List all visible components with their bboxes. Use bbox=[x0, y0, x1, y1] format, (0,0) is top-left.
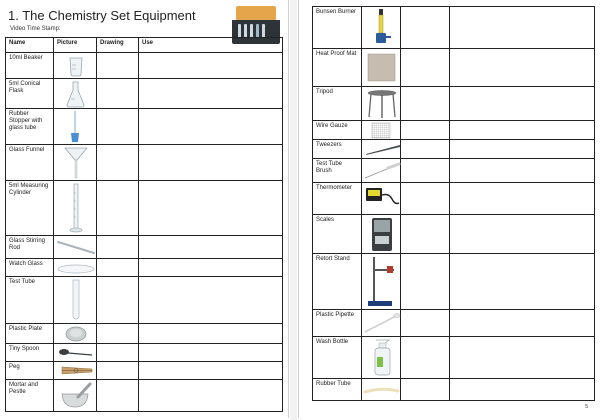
page-title: 1. The Chemistry Set Equipment bbox=[8, 8, 196, 23]
table-row bbox=[6, 236, 283, 259]
equipment-table-right bbox=[312, 6, 595, 401]
thermometer-icon bbox=[362, 183, 401, 215]
drawing-cell[interactable] bbox=[401, 159, 450, 183]
drawing-cell[interactable] bbox=[97, 362, 139, 380]
drawing-cell[interactable] bbox=[97, 79, 139, 109]
drawing-cell[interactable] bbox=[97, 145, 139, 181]
drawing-cell[interactable] bbox=[97, 344, 139, 362]
item-name: 10ml Beaker bbox=[6, 53, 54, 79]
table-row bbox=[6, 362, 283, 380]
header-drawing: Drawing bbox=[97, 38, 139, 53]
drawing-cell[interactable] bbox=[97, 181, 139, 236]
item-name: Heat Proof Mat bbox=[313, 49, 362, 87]
table-header-row bbox=[6, 38, 283, 53]
watch-glass-icon bbox=[54, 259, 97, 277]
drawing-cell[interactable] bbox=[97, 109, 139, 145]
table-row bbox=[6, 259, 283, 277]
drawing-cell[interactable] bbox=[97, 53, 139, 79]
item-name: Wire Gauze bbox=[313, 121, 362, 140]
drawing-cell[interactable] bbox=[97, 277, 139, 324]
equipment-table-left bbox=[5, 37, 283, 412]
test-tube-brush-icon bbox=[362, 159, 401, 183]
item-name: Retort Stand bbox=[313, 254, 362, 310]
item-name: Thermometer bbox=[313, 183, 362, 215]
item-name: Scales bbox=[313, 215, 362, 254]
use-cell[interactable] bbox=[139, 362, 283, 380]
table-row bbox=[313, 7, 595, 49]
retort-stand-icon bbox=[362, 254, 401, 310]
drawing-cell[interactable] bbox=[401, 121, 450, 140]
item-name: 5ml Conical Flask bbox=[6, 79, 54, 109]
table-row bbox=[6, 109, 283, 145]
item-name: Mortar and Pestle bbox=[6, 380, 54, 412]
table-row bbox=[6, 145, 283, 181]
measuring-cylinder-icon bbox=[54, 181, 97, 236]
use-cell[interactable] bbox=[139, 259, 283, 277]
table-row bbox=[313, 140, 595, 159]
use-cell[interactable] bbox=[139, 344, 283, 362]
header-use: Use bbox=[139, 38, 283, 53]
table-row bbox=[6, 181, 283, 236]
conical-flask-icon bbox=[54, 79, 97, 109]
use-cell[interactable] bbox=[139, 277, 283, 324]
use-cell[interactable] bbox=[139, 236, 283, 259]
table-row bbox=[6, 324, 283, 344]
heat-mat-icon bbox=[362, 49, 401, 87]
item-name: Peg bbox=[6, 362, 54, 380]
drawing-cell[interactable] bbox=[401, 310, 450, 337]
left-page bbox=[0, 0, 289, 418]
item-name: Plastic Pipette bbox=[313, 310, 362, 337]
item-name: Wash Bottle bbox=[313, 337, 362, 379]
table-row bbox=[6, 380, 283, 412]
use-cell[interactable] bbox=[450, 254, 595, 310]
wash-bottle-icon bbox=[362, 337, 401, 379]
item-name: Glass Funnel bbox=[6, 145, 54, 181]
use-cell[interactable] bbox=[139, 53, 283, 79]
use-cell[interactable] bbox=[450, 310, 595, 337]
beaker-icon bbox=[54, 53, 97, 79]
item-name: Rubber Stopper with glass tube bbox=[6, 109, 54, 145]
table-row bbox=[313, 183, 595, 215]
drawing-cell[interactable] bbox=[401, 379, 450, 401]
item-name: Tiny Spoon bbox=[6, 344, 54, 362]
item-name: Rubber Tube bbox=[313, 379, 362, 401]
header-picture: Picture bbox=[54, 38, 97, 53]
drawing-cell[interactable] bbox=[401, 7, 450, 49]
table-row bbox=[313, 159, 595, 183]
table-row bbox=[313, 254, 595, 310]
item-name: Bunsen Burner bbox=[313, 7, 362, 49]
drawing-cell[interactable] bbox=[97, 236, 139, 259]
use-cell[interactable] bbox=[139, 380, 283, 412]
table-row bbox=[313, 87, 595, 121]
drawing-cell[interactable] bbox=[97, 380, 139, 412]
plastic-plate-icon bbox=[54, 324, 97, 344]
funnel-icon bbox=[54, 145, 97, 181]
drawing-cell[interactable] bbox=[401, 254, 450, 310]
rubber-tube-icon bbox=[362, 379, 401, 401]
item-name: Test Tube bbox=[6, 277, 54, 324]
use-cell[interactable] bbox=[450, 215, 595, 254]
item-name: Glass Stirring Rod bbox=[6, 236, 54, 259]
bunsen-burner-icon bbox=[362, 7, 401, 49]
drawing-cell[interactable] bbox=[401, 215, 450, 254]
test-tube-icon bbox=[54, 277, 97, 324]
table-row bbox=[313, 310, 595, 337]
drawing-cell[interactable] bbox=[401, 87, 450, 121]
tripod-icon bbox=[362, 87, 401, 121]
table-row bbox=[313, 215, 595, 254]
use-cell[interactable] bbox=[450, 7, 595, 49]
use-cell[interactable] bbox=[450, 379, 595, 401]
drawing-cell[interactable] bbox=[97, 324, 139, 344]
drawing-cell[interactable] bbox=[401, 337, 450, 379]
use-cell[interactable] bbox=[450, 121, 595, 140]
stirring-rod-icon bbox=[54, 236, 97, 259]
use-cell[interactable] bbox=[139, 181, 283, 236]
page-gutter bbox=[290, 0, 297, 420]
pipette-icon bbox=[362, 310, 401, 337]
use-cell[interactable] bbox=[139, 79, 283, 109]
item-name: Tweezers bbox=[313, 140, 362, 159]
mortar-pestle-icon bbox=[54, 380, 97, 412]
use-cell[interactable] bbox=[139, 145, 283, 181]
rubber-stopper-icon bbox=[54, 109, 97, 145]
drawing-cell[interactable] bbox=[97, 259, 139, 277]
scales-icon bbox=[362, 215, 401, 254]
use-cell[interactable] bbox=[450, 337, 595, 379]
video-time-stamp: Video Time Stamp: bbox=[10, 26, 61, 32]
use-cell[interactable] bbox=[450, 183, 595, 215]
table-row bbox=[6, 344, 283, 362]
use-cell[interactable] bbox=[450, 159, 595, 183]
drawing-cell[interactable] bbox=[401, 183, 450, 215]
use-cell[interactable] bbox=[450, 140, 595, 159]
item-name: 5ml Measuring Cylinder bbox=[6, 181, 54, 236]
table-row bbox=[313, 49, 595, 87]
page-number: 5 bbox=[585, 404, 588, 410]
spoon-icon bbox=[54, 344, 97, 362]
item-name: Tripod bbox=[313, 87, 362, 121]
table-row bbox=[313, 121, 595, 140]
table-row bbox=[6, 277, 283, 324]
item-name: Plastic Plate bbox=[6, 324, 54, 344]
drawing-cell[interactable] bbox=[401, 49, 450, 87]
table-row bbox=[313, 337, 595, 379]
header-name: Name bbox=[6, 38, 54, 53]
item-name: Test Tube Brush bbox=[313, 159, 362, 183]
use-cell[interactable] bbox=[139, 109, 283, 145]
peg-icon bbox=[54, 362, 97, 380]
item-name: Watch Glass bbox=[6, 259, 54, 277]
wire-gauze-icon bbox=[362, 121, 401, 140]
table-row bbox=[313, 379, 595, 401]
use-cell[interactable] bbox=[139, 324, 283, 344]
use-cell[interactable] bbox=[450, 49, 595, 87]
tweezers-icon bbox=[362, 140, 401, 159]
table-row bbox=[6, 79, 283, 109]
drawing-cell[interactable] bbox=[401, 140, 450, 159]
use-cell[interactable] bbox=[450, 87, 595, 121]
table-row bbox=[6, 53, 283, 79]
